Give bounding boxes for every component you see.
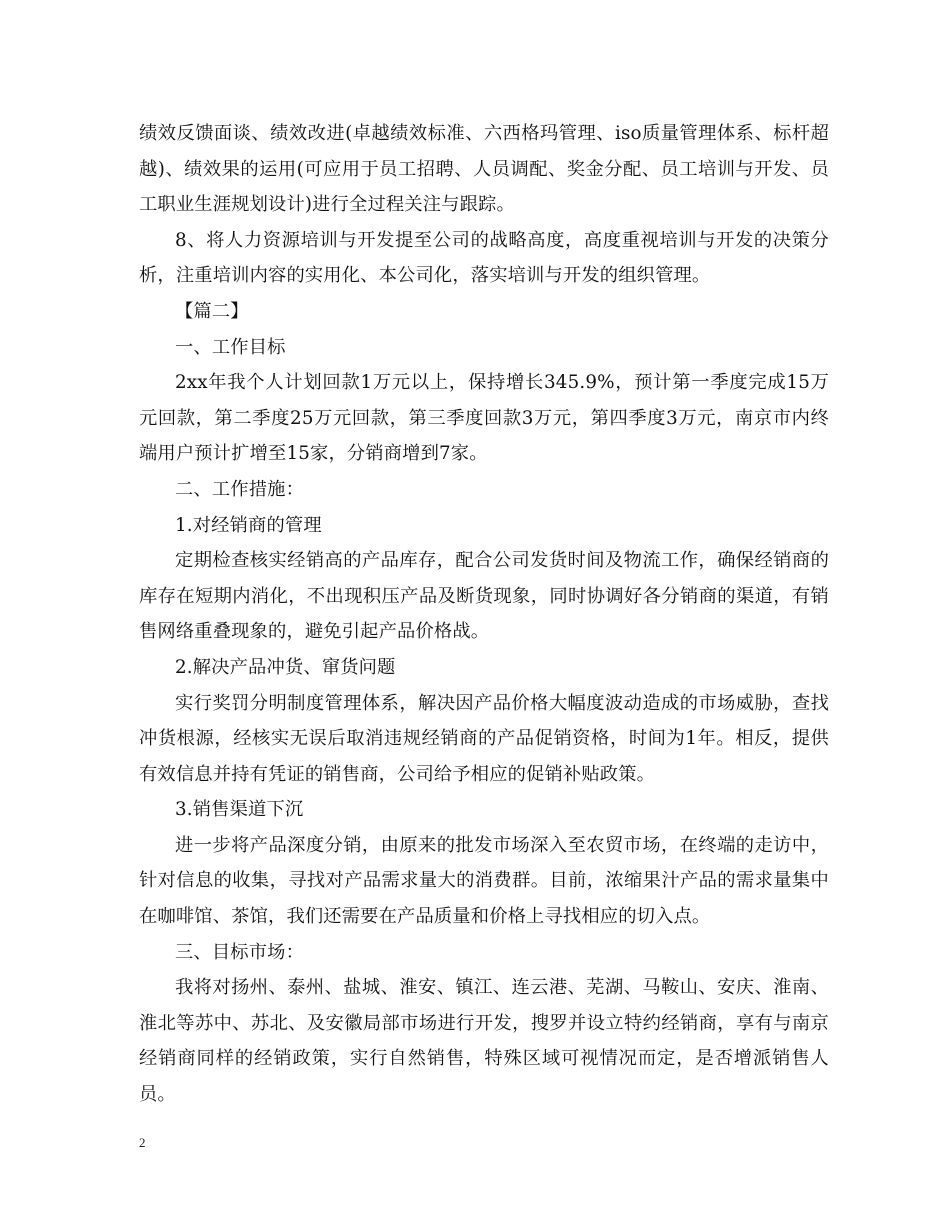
heading-work-measures: 二、工作措施：: [175, 478, 305, 500]
document-body: [139, 116, 829, 1113]
paragraph-cross-selling: 实行奖罚分明制度管理体系，解决因产品价格大幅度波动造成的市场威胁，查找冲货根源，经核实无误后取消违规经销商的产品促销资格，时间为1年。相反，提供有效信息并持有凭证的销售商，公司给予相应的促销补贴政策。: [139, 692, 829, 785]
paragraph-performance-continued: 绩效反馈面谈、绩效改进(卓越绩效标准、六西格玛管理、iso质量管理体系、标杆超越)、绩效果的运用(可应用于员工招聘、人员调配、奖金分配、员工培训与开发、员工职业生涯规划设计)进行全过程关注与跟踪。: [139, 123, 829, 216]
section-heading-part-two: 【篇二】: [175, 300, 249, 322]
heading-work-goals: 一、工作目标: [175, 336, 286, 358]
paragraph-training-development: 8、将人力资源培训与开发提至公司的战略高度，高度重视培训与开发的决策分析，注重培训内容的实用化、本公司化，落实培训与开发的组织管理。: [139, 229, 829, 287]
paragraph-dealer-management: 定期检查核实经销高的产品库存，配合公司发货时间及物流工作，确保经销商的库存在短期内消化，不出现积压产品及断货现象，同时协调好各分销商的渠道，有销售网络重叠现象的，避免引起产品价格战。: [139, 550, 829, 643]
subheading-cross-selling: 2.解决产品冲货、窜货问题: [175, 656, 396, 678]
page-number: 2: [139, 1135, 146, 1150]
heading-target-market: 三、目标市场：: [175, 941, 305, 963]
subheading-channel-sinking: 3.销售渠道下沉: [175, 799, 304, 821]
subheading-dealer-management: 1.对经销商的管理: [175, 514, 322, 536]
paragraph-channel-sinking: 进一步将产品深度分销，由原来的批发市场深入至农贸市场，在终端的走访中，针对信息的收集，寻找对产品需求量大的消费群。目前，浓缩果汁产品的需求量集中在咖啡馆、茶馆，我们还需要在产品质量和价格上寻找相应的切入点。: [139, 834, 829, 928]
paragraph-target-market: 我将对扬州、泰州、盐城、淮安、镇江、连云港、芜湖、马鞍山、安庆、淮南、淮北等苏中、苏北、及安徽局部市场进行开发，搜罗并设立特约经销商，享有与南京经销商同样的经销政策，实行自然销售，特殊区域可视情况而定，是否增派销售人员。: [139, 977, 829, 1106]
paragraph-work-goals: 2xx年我个人计划回款1万元以上，保持增长345.9%，预计第一季度完成15万元回款，第二季度25万元回款，第三季度回款3万元，第四季度3万元，南京市内终端用户预计扩增至15家，分销商增到7家。: [139, 372, 829, 465]
